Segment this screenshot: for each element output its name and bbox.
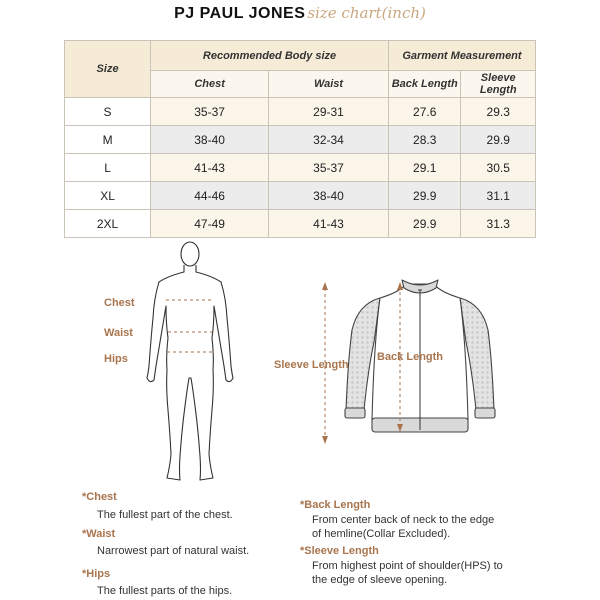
chest-cell: 41-43 bbox=[151, 154, 269, 182]
asterisk-icon: * bbox=[300, 499, 305, 511]
chest-column-header: Chest bbox=[151, 71, 269, 98]
chest-cell: 44-46 bbox=[151, 182, 269, 210]
chest-cell: 38-40 bbox=[151, 126, 269, 154]
waist-definition-title: *Waist bbox=[82, 528, 116, 540]
sleeve-length-cell: 29.9 bbox=[461, 126, 536, 154]
table-row bbox=[65, 154, 536, 182]
sleeve-length-cell: 31.1 bbox=[461, 182, 536, 210]
back-length-cell: 29.9 bbox=[388, 182, 461, 210]
sleeve-length-cell: 30.5 bbox=[461, 154, 536, 182]
chest-definition-title: *Chest bbox=[82, 491, 117, 503]
back-length-label: Back Length bbox=[377, 351, 444, 363]
sleeve-length-definition-line1: From highest point of shoulder(HPS) to bbox=[312, 560, 503, 572]
sleeve-length-label: Sleeve Length bbox=[274, 359, 349, 371]
garment-group-header: Garment Measurement bbox=[388, 41, 535, 71]
sleeve-length-cell: 31.3 bbox=[461, 210, 536, 238]
back-length-cell: 29.9 bbox=[388, 210, 461, 238]
chest-cell: 35-37 bbox=[151, 98, 269, 126]
table-row bbox=[65, 210, 536, 238]
back-length-cell: 29.1 bbox=[388, 154, 461, 182]
body-figure-illustration bbox=[140, 238, 240, 488]
asterisk-icon: * bbox=[82, 528, 87, 540]
waist-definition-text: Narrowest part of natural waist. bbox=[97, 545, 250, 557]
sleeve-length-column-header: Sleeve Length bbox=[461, 71, 536, 98]
asterisk-icon: * bbox=[300, 545, 305, 557]
size-cell: L bbox=[65, 154, 151, 182]
hips-label: Hips bbox=[104, 353, 128, 365]
size-column-header: Size bbox=[65, 41, 151, 98]
back-length-cell: 27.6 bbox=[388, 98, 461, 126]
asterisk-icon: * bbox=[82, 491, 87, 503]
waist-label: Waist bbox=[104, 327, 133, 339]
back-length-cell: 28.3 bbox=[388, 126, 461, 154]
hips-definition-text: The fullest parts of the hips. bbox=[97, 585, 233, 597]
chest-label: Chest bbox=[104, 297, 135, 309]
table-row bbox=[65, 98, 536, 126]
chart-title bbox=[0, 4, 600, 34]
sleeve-length-cell: 29.3 bbox=[461, 98, 536, 126]
size-cell: XL bbox=[65, 182, 151, 210]
back-length-definition-title: *Back Length bbox=[300, 499, 371, 511]
size-cell: M bbox=[65, 126, 151, 154]
chest-cell: 47-49 bbox=[151, 210, 269, 238]
brand-name: PJ PAUL JONES bbox=[174, 5, 306, 22]
table-header-row bbox=[65, 41, 536, 71]
body-size-group-header: Recommended Body size bbox=[151, 41, 389, 71]
chest-definition-text: The fullest part of the chest. bbox=[97, 509, 233, 521]
waist-cell: 35-37 bbox=[269, 154, 389, 182]
waist-cell: 41-43 bbox=[269, 210, 389, 238]
size-cell: 2XL bbox=[65, 210, 151, 238]
sleeve-length-definition-line2: the edge of sleeve opening. bbox=[312, 574, 448, 586]
size-cell: S bbox=[65, 98, 151, 126]
table-row bbox=[65, 126, 536, 154]
back-length-column-header: Back Length bbox=[388, 71, 461, 98]
waist-cell: 32-34 bbox=[269, 126, 389, 154]
size-chart-caption: size chart(inch) bbox=[307, 4, 426, 22]
waist-column-header: Waist bbox=[269, 71, 389, 98]
sleeve-length-definition-title: *Sleeve Length bbox=[300, 545, 379, 557]
waist-cell: 38-40 bbox=[269, 182, 389, 210]
table-row bbox=[65, 182, 536, 210]
hips-definition-title: *Hips bbox=[82, 568, 111, 580]
asterisk-icon: * bbox=[82, 568, 87, 580]
size-table bbox=[64, 40, 536, 238]
back-length-definition-line2: of hemline(Collar Excluded). bbox=[312, 528, 451, 540]
back-length-definition-line1: From center back of neck to the edge bbox=[312, 514, 495, 526]
waist-cell: 29-31 bbox=[269, 98, 389, 126]
